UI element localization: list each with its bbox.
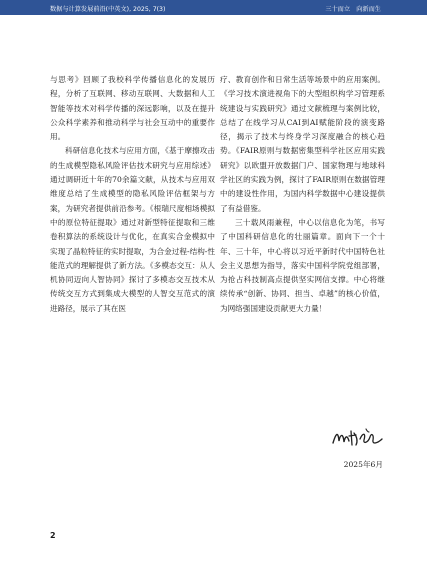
- right-text-column: [220, 73, 385, 316]
- left-text-column: [50, 73, 215, 316]
- paragraph: 疗、教育创作和日常生活等场景中的应用案例。《学习技术演进视角下的大型组织构学习管理系统建设与实践研究》通过文献梳理与案例比较，总结了在线学习从CAI到AI赋能阶段的演变路径，揭示了技术与终身学习深度融合的核心趋势。《FAIR原则与数据密集型科学社区应用实践研究》以欧盟开放数据门户、国家物理与地球科学社区的实践为例，探讨了FAIR原则在数据管理中的建设性作用，为国内科学数据中心建设提供了有益借鉴。: [220, 75, 385, 213]
- paragraph: 三十载风雨兼程，中心以信息化为笔，书写了中国科研信息化的壮丽篇章。面向下一个十年、三十年，中心将以习近平新时代中国特色社会主义思想为指导，落实中国科学院党组部署，为抢占科技制高点提供坚实网信支撑。中心将继续传承“创新、协同、担当、卓越”的核心价值，为网络强国建设贡献更大力量！: [220, 217, 385, 313]
- journal-citation: 数据与计算发展前沿(中英文), 2025, 7(3): [50, 6, 166, 13]
- running-header: [0, 0, 427, 15]
- section-title: 三十而立 向新而生: [325, 6, 381, 13]
- paragraph: 科研信息化技术与应用方面，《基于摩擦攻击的生成模型隐私风险评估技术研究与应用综述》通过调研近十年的70余篇文献，从技术与应用双维度总结了生成模型的隐私风险评估框架与方案，为研究者提供前沿参考。《根瑞尺度相场模拟中的原位特征提取》通过对新型特征提取和三维卷积算法的系统设计与优化，在真实合金模拟中实现了晶粒特征的实时提取，为合金过程-结构-性能范式的理解提供了新方法。《多模态交互：从人机协同迈向人智协同》探讨了多模态交互技术从传统交互方式到集成大模型的人智交互范式的演进路径，展示了其在医: [50, 146, 215, 313]
- handwritten-signature: [330, 423, 386, 453]
- date-line: 2025年6月: [343, 460, 383, 469]
- page-number: 2: [50, 531, 56, 540]
- paragraph: 与思考》回顾了我校科学传播信息化的发展历程，分析了互联网、移动互联网、大数据和人工智能等技术对科学传播的深远影响，以及在提升公众科学素养和推动科学与社会互动中的重要作用。: [50, 75, 215, 142]
